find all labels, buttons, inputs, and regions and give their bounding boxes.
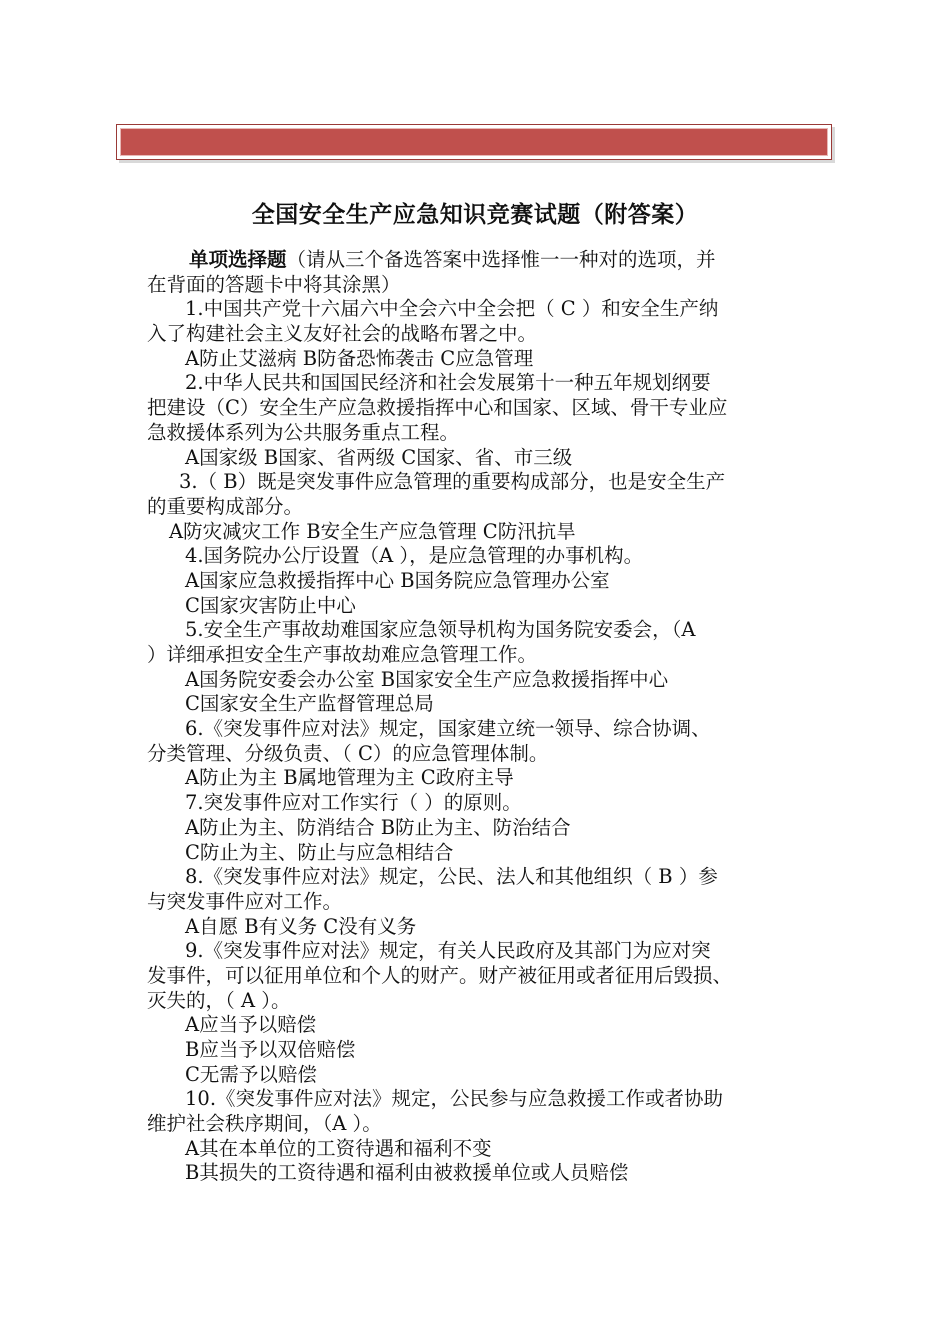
text-line: C国家灾害防止中心 xyxy=(185,593,356,617)
text-line: C防止为主、防止与应急相结合 xyxy=(185,840,454,864)
text-line: A国务院安委会办公室 B国家安全生产应急救援指挥中心 xyxy=(185,667,669,691)
text-line: 维护社会秩序期间，（A ）。 xyxy=(147,1112,382,1136)
text-line: 6.《突发事件应对法》规定，国家建立统一领导、综合协调、 xyxy=(185,717,711,741)
text-line: 5.安全生产事故劫难国家应急领导机构为国务院安委会，（A xyxy=(185,618,696,642)
text-line: 10.《突发事件应对法》规定，公民参与应急救援工作或者协助 xyxy=(185,1087,724,1111)
text-line: 急救援体系列为公共服务重点工程。 xyxy=(147,420,460,444)
text-line: 4.国务院办公厅设置（A ），是应急管理的办事机构。 xyxy=(185,544,644,568)
text-line: 3.（ B）既是突发事件应急管理的重要构成部分，也是安全生产 xyxy=(179,470,726,494)
text-line: 1.中国共产党十六届六中全会六中全会把（ C ）和安全生产纳 xyxy=(185,297,719,321)
section-instruction-cont: 在背面的答题卡中将其涂黑） xyxy=(147,272,401,296)
text-line: 灭失的，（ A ）。 xyxy=(147,988,291,1012)
header-banner xyxy=(116,124,832,160)
text-line: 8.《突发事件应对法》规定，公民、法人和其他组织（ B ）参 xyxy=(185,865,718,889)
text-line: B应当予以双倍赔偿 xyxy=(185,1038,356,1061)
text-line: 2.中华人民共和国国民经济和社会发展第十一种五年规划纲要 xyxy=(185,371,711,395)
question-list xyxy=(147,297,827,1186)
text-line: A防灾减灾工作 B安全生产应急管理 C防汛抗旱 xyxy=(169,519,576,543)
text-line: A国家应急救援指挥中心 B国务院应急管理办公室 xyxy=(185,568,610,592)
text-line: A防止为主 B属地管理为主 C政府主导 xyxy=(185,766,514,790)
section-heading: 单项选择题 xyxy=(189,248,287,271)
text-line: 把建设（C）安全生产应急救援指挥中心和国家、区域、骨干专业应 xyxy=(147,396,728,420)
section-instruction: （请从三个备选答案中选择惟一一种对的选项，并 xyxy=(286,248,716,271)
text-line: ）详细承担安全生产事故劫难应急管理工作。 xyxy=(147,643,538,666)
text-line: 入了构建社会主义友好社会的战略布署之中。 xyxy=(147,322,538,346)
text-line: A其在本单位的工资待遇和福利不变 xyxy=(185,1136,492,1160)
text-line: C国家安全生产监督管理总局 xyxy=(185,692,434,716)
text-line: A国家级 B国家、省两级 C国家、省、市三级 xyxy=(185,445,573,469)
text-line: 的重要构成部分。 xyxy=(147,494,304,518)
text-line: 7.突发事件应对工作实行（ ）的原则。 xyxy=(185,791,522,815)
section-intro xyxy=(147,248,827,273)
document-title: 全国安全生产应急知识竞赛试题（附答案） xyxy=(251,202,699,228)
text-line: A应当予以赔偿 xyxy=(185,1013,317,1037)
text-line: B其损失的工资待遇和福利由被救援单位或人员赔偿 xyxy=(185,1161,629,1185)
text-line: A防止为主、防消结合 B防止为主、防治结合 xyxy=(185,815,571,839)
document-body xyxy=(147,248,827,1186)
text-line: 分类管理、分级负责、（ C）的应急管理体制。 xyxy=(147,741,549,765)
text-line: 9.《突发事件应对法》规定，有关人民政府及其部门为应对突 xyxy=(185,939,711,963)
text-line: A自愿 B有义务 C没有义务 xyxy=(185,914,417,938)
text-line: 发事件，可以征用单位和个人的财产。财产被征用或者征用后毁损、 xyxy=(147,963,733,987)
text-line: 与突发事件应对工作。 xyxy=(147,889,343,913)
text-line: C无需予以赔偿 xyxy=(185,1062,317,1086)
text-line: A防止艾滋病 B防备恐怖袭击 C应急管理 xyxy=(185,346,534,370)
